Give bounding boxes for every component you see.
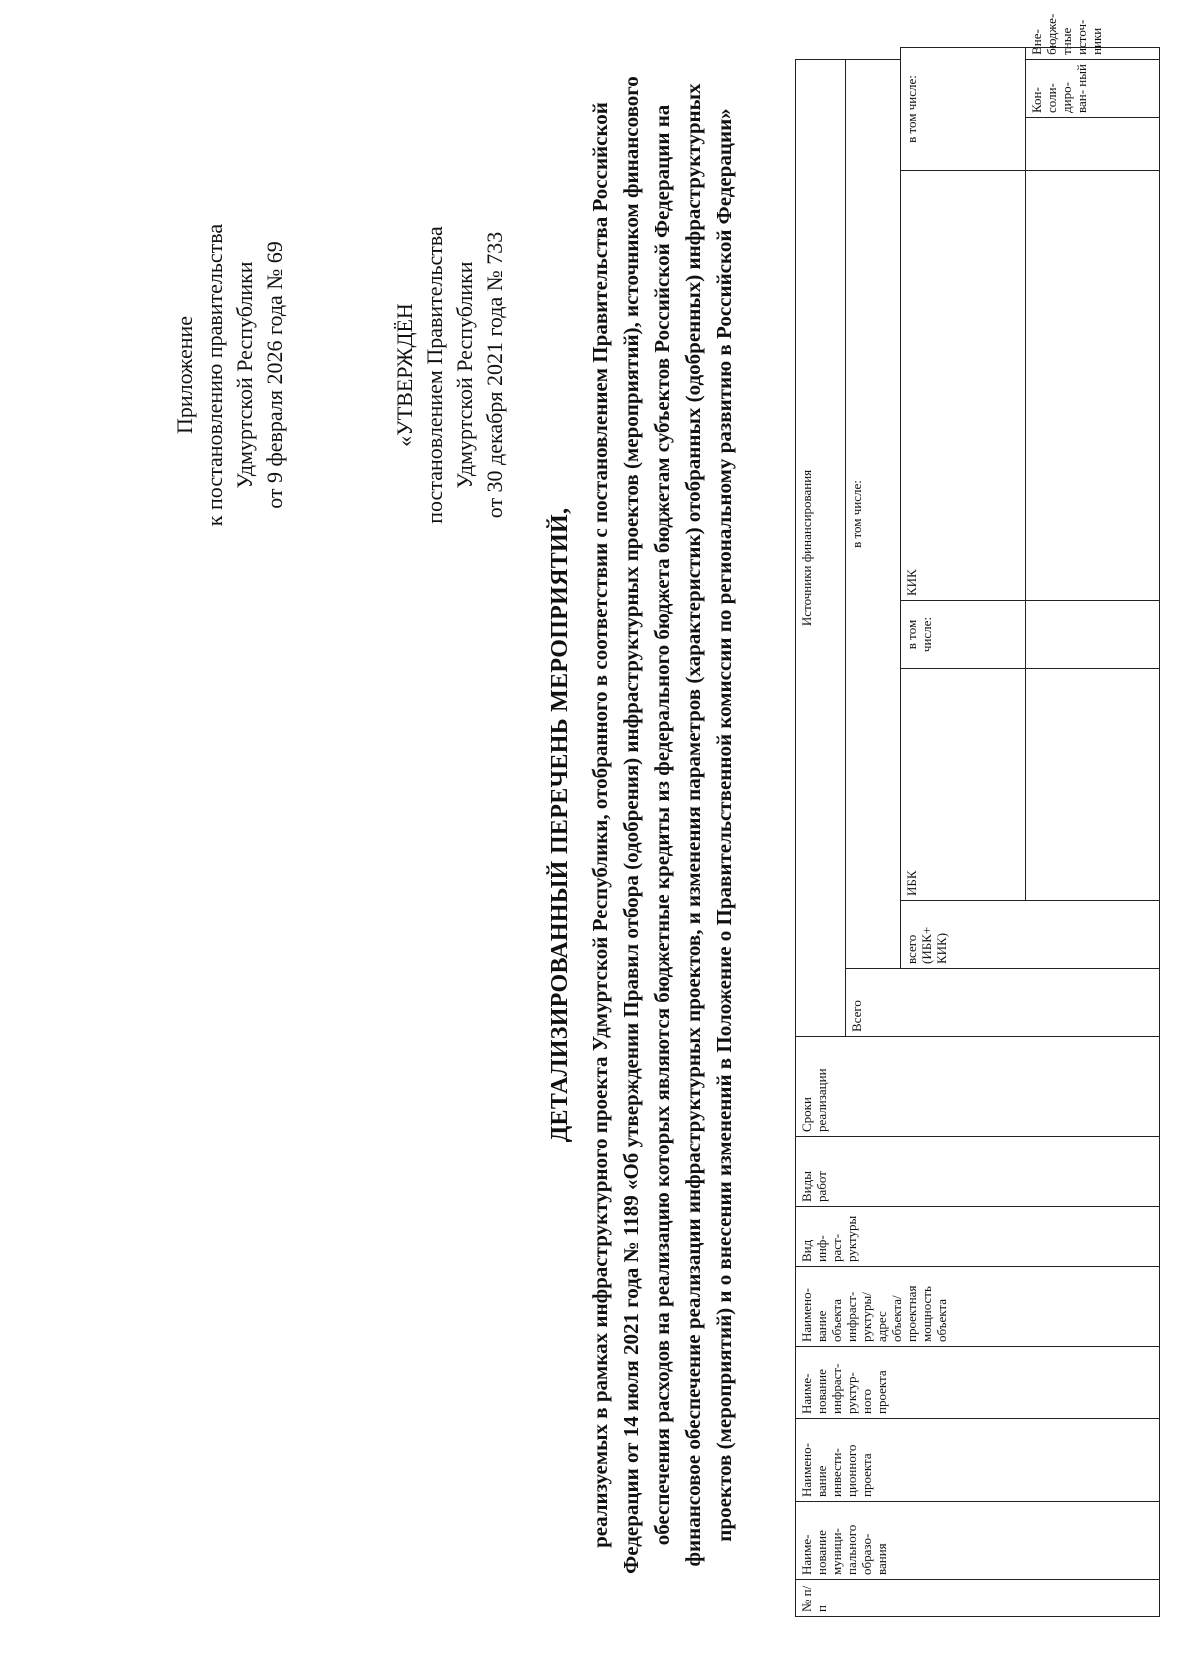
approval-line-1: «УТВЕРЖДЁН — [392, 303, 417, 447]
header-cell-object: Наимено- вание объекта инфраст- руктуры/ адрес объекта/ проектная мощность объекта — [796, 1267, 1160, 1347]
header-cell-infrastructure-project: Наиме- нование инфраст- руктур- ного проекта — [796, 1347, 1160, 1419]
header-cell-including: в том числе: — [846, 59, 901, 968]
appendix-line-1: Приложение — [172, 315, 197, 435]
header-cell-extra-budget: Вне- бюдже- тные источ- ники — [1026, 48, 1160, 60]
appendix-line-3: Удмуртской Республики — [232, 261, 257, 489]
approval-line-2: постановлением Правительства — [422, 226, 447, 524]
header-cell-ibk: ИБК — [901, 669, 1026, 901]
header-cell-period: Сроки реализации — [796, 1037, 1160, 1137]
header-cell-investment-project: Наимено- вание инвести- ционного проекта — [796, 1419, 1160, 1502]
header-cell-total-ibk-kik: всего (ИБК+ КИК) — [901, 901, 1160, 969]
header-cell-kik-including: в том числе: — [901, 48, 1026, 171]
approval-block — [390, 165, 510, 585]
approval-line-3: Удмуртской Республики — [452, 261, 477, 489]
document-title: ДЕТАЛИЗИРОВАННЫЙ ПЕРЕЧЕНЬ МЕРОПРИЯТИЙ, — [547, 507, 573, 1143]
measures-table — [795, 13, 1160, 1617]
appendix-line-2: к постановлению правительства — [202, 223, 227, 527]
header-cell-total: Всего — [846, 969, 1160, 1037]
header-cell-municipality: Наиме- нование муници- пального образо- вания — [796, 1502, 1160, 1580]
empty-cell — [1026, 118, 1160, 171]
header-cell-kik: КИК — [901, 171, 1026, 601]
empty-cell — [1026, 669, 1160, 901]
appendix-line-4: от 9 февраля 2026 года № 69 — [262, 241, 287, 509]
header-cell-number: № п/п — [796, 1580, 1160, 1617]
header-cell-work-types: Виды работ — [796, 1137, 1160, 1207]
document-description: реализуемых в рамках инфраструктурного проекта Удмуртской Республики, отобранного в соответствии с постановлением Правительства Российской Федерации от 14 июля 2021 года № 1189 «Об утверждении Правил отбора (одобрения) инфраструктурных проектов (мероприятий), источником финансового обеспечения расходов на реализацию которых являются бюджетные кредиты из федерального бюджета бюджетам субъектов Российской Федерации на финансовое обеспечение реализации инфраструктурных проектов, и изменения параметров (характеристик) отобранных (одобренных) инфраструктурных проектов (мероприятий) и о внесении изменений в Положение о Правительственной комиссии по региональному развитию в Российской Федерации» — [588, 76, 736, 1574]
appendix-block — [170, 165, 290, 585]
header-cell-ibk-including: в том числе: — [901, 601, 1026, 669]
empty-cell — [1026, 171, 1160, 601]
header-cell-funding-sources: Источники финансирования — [796, 59, 846, 1036]
empty-cell — [1026, 601, 1160, 669]
header-cell-consolidated: Кон- соли- диро- ван- ный — [1026, 59, 1160, 117]
approval-line-4: от 30 декабря 2021 года № 733 — [482, 231, 507, 519]
header-cell-infrastructure-type: Вид инф- раст- руктуры — [796, 1207, 1160, 1267]
